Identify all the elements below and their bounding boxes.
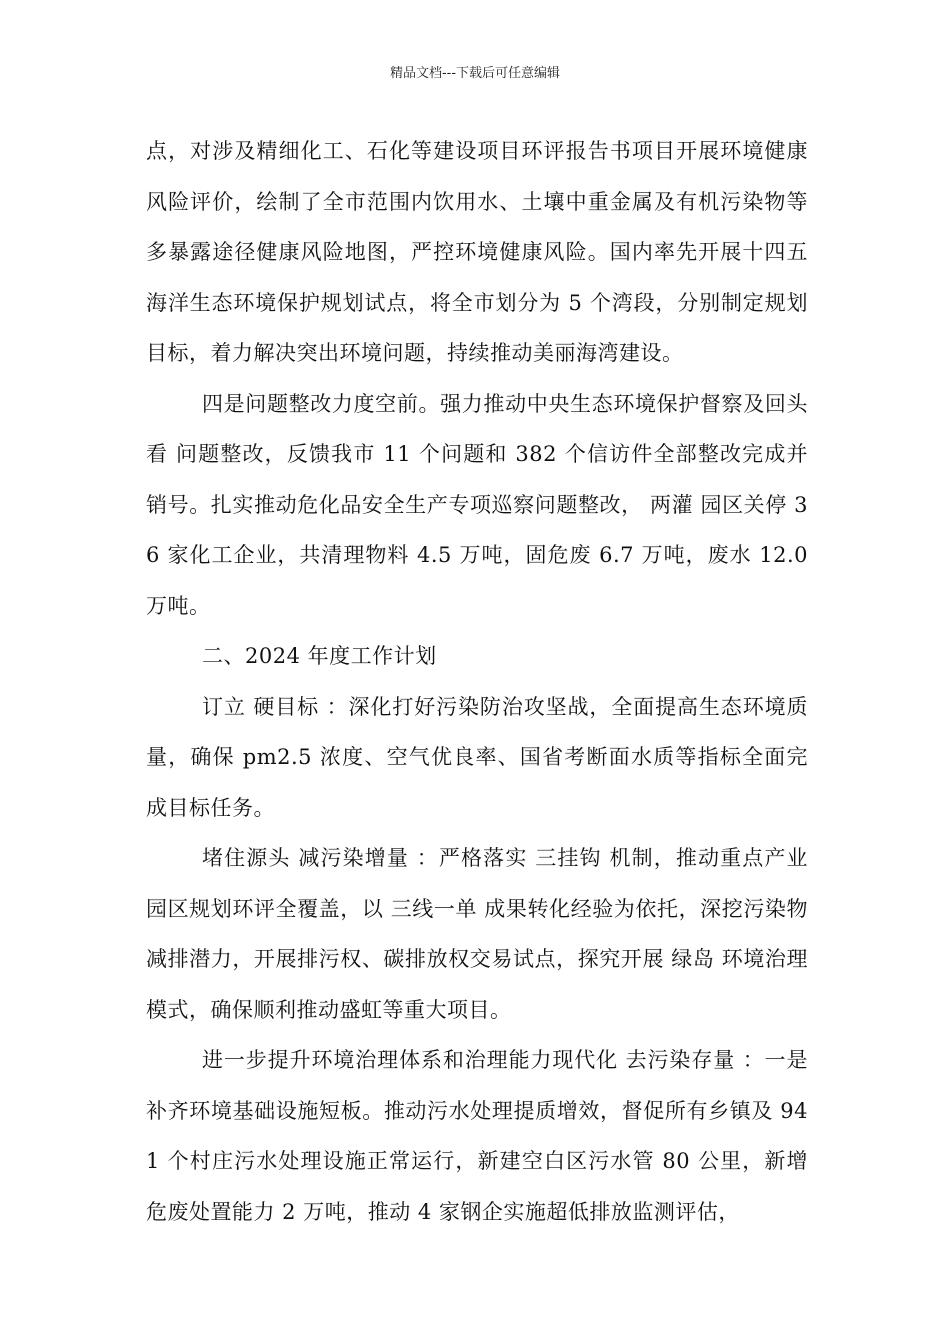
document-body <box>146 126 816 1237</box>
paragraph-1: 点，对涉及精细化工、石化等建设项目环评报告书项目开展环境健康风险评价，绘制了全市范围内饮用水、土壤中重金属及有机污染物等多暴露途径健康风险地图，严控环境健康风险。国内率先开展十四五 海洋生态环境保护规划试点，将全市划分为 5 个湾段，分别制定规划目标，着力解决突出环境问题，持续推动美丽海湾建设。 <box>146 139 816 365</box>
paragraph-2: 四是问题整改力度空前。强力推动中央生态环境保护督察及回头看 问题整改，反馈我市 11 个问题和 382 个信访件全部整改完成并销号。扎实推动危化品安全生产专项巡察问题整改， 两灌 园区关停 36 家化工企业，共清理物料 4.5 万吨，固危废 6.7 万吨，废水 12.0 万吨。 <box>146 391 816 618</box>
section-heading-work-plan: 二、2024 年度工作计划 <box>202 644 437 668</box>
page-header: 精品文档---下载后可任意编辑 <box>389 66 561 81</box>
paragraph-5: 进一步提升环境治理体系和治理能力现代化 去污染存量 ：一是补齐环境基础设施短板。推动污水处理提质增效，督促所有乡镇及 941 个村庄污水处理设施正常运行，新建空白区污水管 80 公里，新增危废处置能力 2 万吨，推动 4 家钢企实施超低排放监测评估， <box>146 1048 808 1224</box>
paragraph-4: 堵住源头 减污染增量 ：严格落实 三挂钩 机制，推动重点产业园区规划环评全覆盖，以 三线一单 成果转化经验为依托，深挖污染物减排潜力，开展排污权、碳排放权交易试点，探究开展 绿岛 环境治理模式，确保顺利推动盛虹等重大项目。 <box>146 846 808 1022</box>
paragraph-3: 订立 硬目标 ：深化打好污染防治攻坚战，全面提高生态环境质量，确保 pm2.5 浓度、空气优良率、国省考断面水质等指标全面完成目标任务。 <box>146 694 808 820</box>
